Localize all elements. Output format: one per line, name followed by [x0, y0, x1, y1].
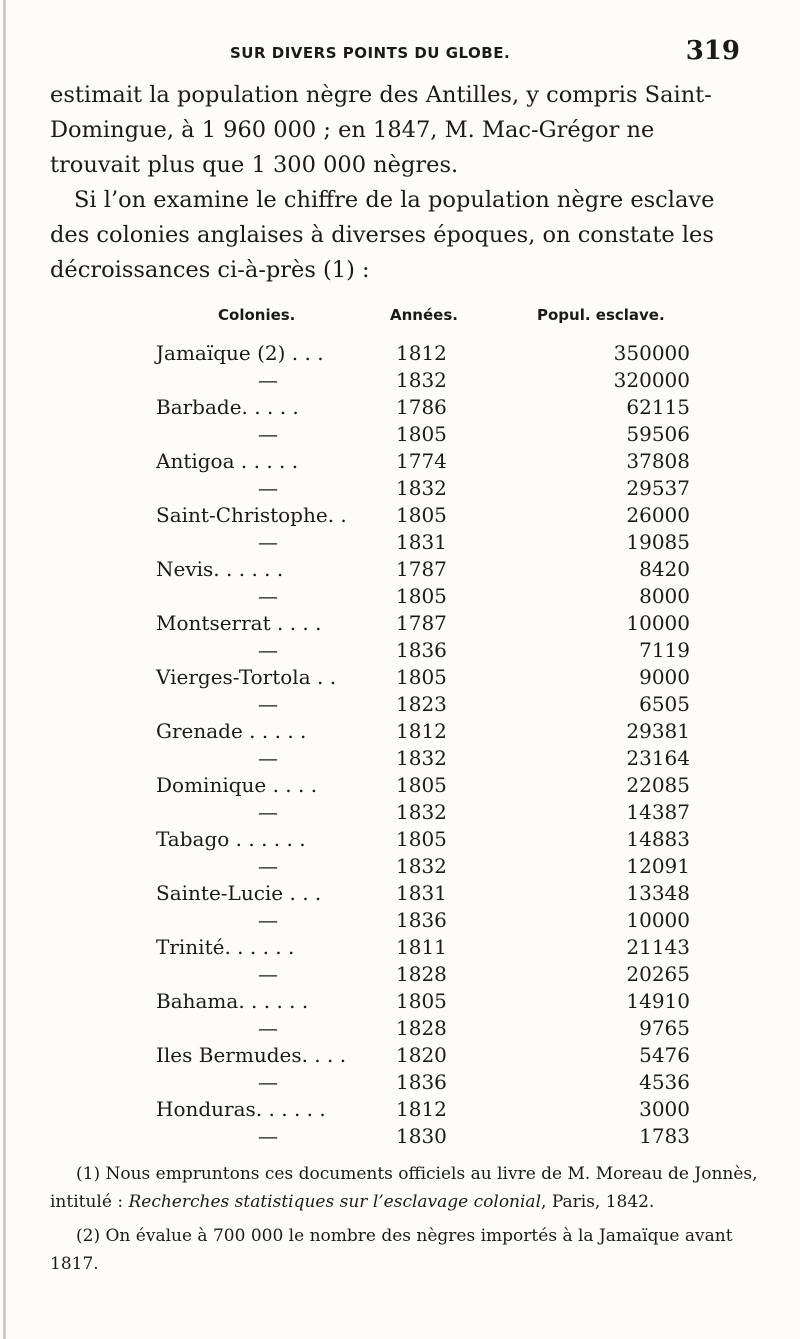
table-row [50, 1015, 750, 1042]
population-cell: 22085 [626, 773, 690, 797]
year-cell: 1836 [396, 638, 447, 662]
population-cell: 13348 [626, 881, 690, 905]
population-cell: 3000 [639, 1097, 690, 1121]
population-cell: 350000 [613, 341, 690, 365]
colony-name: Jamaïque (2) . . . [156, 341, 324, 365]
table-row [50, 934, 750, 961]
year-cell: 1832 [396, 746, 447, 770]
footnotes [50, 1160, 760, 1278]
table-row [50, 745, 750, 772]
ditto-dash: — [258, 692, 278, 716]
population-cell: 26000 [626, 503, 690, 527]
population-cell: 12091 [626, 854, 690, 878]
year-cell: 1805 [396, 773, 447, 797]
population-cell: 4536 [639, 1070, 690, 1094]
table-row [50, 610, 750, 637]
table-row [50, 1123, 750, 1150]
ditto-dash: — [258, 962, 278, 986]
ditto-dash: — [258, 638, 278, 662]
population-cell: 14910 [626, 989, 690, 1013]
population-cell: 29381 [626, 719, 690, 743]
population-cell: 23164 [626, 746, 690, 770]
colony-name: Grenade . . . . . [156, 719, 307, 743]
year-cell: 1787 [396, 557, 447, 581]
running-head-title: SUR DIVERS POINTS DU GLOBE. [230, 44, 511, 62]
population-cell: 62115 [626, 395, 690, 419]
footnote-1-title: Recherches statistiques sur l’esclavage colonial [128, 1192, 542, 1212]
population-cell: 8000 [639, 584, 690, 608]
population-cell: 37808 [626, 449, 690, 473]
population-cell: 29537 [626, 476, 690, 500]
population-cell: 59506 [626, 422, 690, 446]
table-row [50, 961, 750, 988]
table-row [50, 583, 750, 610]
table-row [50, 1096, 750, 1123]
ditto-dash: — [258, 584, 278, 608]
colony-name: Dominique . . . . [156, 773, 318, 797]
population-cell: 9000 [639, 665, 690, 689]
ditto-dash: — [258, 800, 278, 824]
ditto-dash: — [258, 1070, 278, 1094]
page-edge-shadow [3, 0, 6, 1339]
year-cell: 1805 [396, 584, 447, 608]
footnote-1-text: (1) Nous empruntons ces documents officiels au livre de M. Moreau de Jonnès, intitulé : [50, 1164, 758, 1212]
year-cell: 1828 [396, 962, 447, 986]
year-cell: 1823 [396, 692, 447, 716]
year-cell: 1805 [396, 665, 447, 689]
table-row [50, 637, 750, 664]
colony-name: Trinité. . . . . . [156, 935, 295, 959]
table-row [50, 718, 750, 745]
table-row [50, 907, 750, 934]
table-row [50, 1069, 750, 1096]
year-cell: 1832 [396, 476, 447, 500]
paragraph-2: Si l’on examine le chiffre de la population nègre esclave des colonies anglaises à diverses époques, on constate les décroissances ci-à-près (1) : [50, 187, 715, 283]
year-cell: 1828 [396, 1016, 447, 1040]
table-row [50, 421, 750, 448]
year-cell: 1805 [396, 422, 447, 446]
population-cell: 5476 [639, 1043, 690, 1067]
year-cell: 1805 [396, 503, 447, 527]
table-row [50, 853, 750, 880]
ditto-dash: — [258, 422, 278, 446]
population-cell: 19085 [626, 530, 690, 554]
colony-name: Antigoa . . . . . [156, 449, 299, 473]
colony-name: Bahama. . . . . . [156, 989, 309, 1013]
population-cell: 10000 [626, 908, 690, 932]
paragraph-1: estimait la population nègre des Antilles, y compris Saint-Domingue, à 1 960 000 ; en 1847, M. Mac-Grégor ne trouvait plus que 1 300 000 nègres. [50, 82, 712, 178]
colony-name: Tabago . . . . . . [156, 827, 306, 851]
year-cell: 1812 [396, 719, 447, 743]
population-cell: 1783 [639, 1124, 690, 1148]
year-cell: 1831 [396, 881, 447, 905]
header-population: Popul. esclave. [537, 306, 665, 324]
ditto-dash: — [258, 1016, 278, 1040]
colony-name: Vierges-Tortola . . [156, 665, 337, 689]
population-cell: 10000 [626, 611, 690, 635]
table-row [50, 448, 750, 475]
footnote-2: (2) On évalue à 700 000 le nombre des nègres importés à la Jamaïque avant 1817. [50, 1226, 733, 1274]
table-row [50, 691, 750, 718]
year-cell: 1786 [396, 395, 447, 419]
colony-name: Honduras. . . . . . [156, 1097, 326, 1121]
colony-name: Montserrat . . . . [156, 611, 322, 635]
table-row [50, 367, 750, 394]
colony-name: Nevis. . . . . . [156, 557, 284, 581]
population-cell: 7119 [639, 638, 690, 662]
running-head [50, 36, 760, 72]
ditto-dash: — [258, 746, 278, 770]
colony-name: Barbade. . . . . [156, 395, 299, 419]
year-cell: 1831 [396, 530, 447, 554]
table-row [50, 475, 750, 502]
year-cell: 1812 [396, 341, 447, 365]
population-cell: 14883 [626, 827, 690, 851]
table-row [50, 799, 750, 826]
table-row [50, 664, 750, 691]
year-cell: 1832 [396, 854, 447, 878]
table-row [50, 880, 750, 907]
ditto-dash: — [258, 530, 278, 554]
table-row [50, 340, 750, 367]
year-cell: 1805 [396, 827, 447, 851]
page-number: 319 [685, 36, 740, 66]
year-cell: 1805 [396, 989, 447, 1013]
ditto-dash: — [258, 476, 278, 500]
population-cell: 320000 [613, 368, 690, 392]
table-row [50, 502, 750, 529]
population-cell: 9765 [639, 1016, 690, 1040]
ditto-dash: — [258, 908, 278, 932]
table-row [50, 988, 750, 1015]
table-row [50, 826, 750, 853]
colony-name: Sainte-Lucie . . . [156, 881, 322, 905]
ditto-dash: — [258, 1124, 278, 1148]
year-cell: 1830 [396, 1124, 447, 1148]
ditto-dash: — [258, 368, 278, 392]
year-cell: 1832 [396, 800, 447, 824]
footnote-1 [50, 1160, 760, 1216]
header-annees: Années. [390, 306, 458, 324]
colony-name: Saint-Christophe. . [156, 503, 347, 527]
population-cell: 21143 [626, 935, 690, 959]
year-cell: 1832 [396, 368, 447, 392]
year-cell: 1820 [396, 1043, 447, 1067]
table-row [50, 529, 750, 556]
table-row [50, 1042, 750, 1069]
table-row [50, 394, 750, 421]
year-cell: 1812 [396, 1097, 447, 1121]
year-cell: 1836 [396, 1070, 447, 1094]
year-cell: 1811 [396, 935, 447, 959]
table-row [50, 556, 750, 583]
population-cell: 6505 [639, 692, 690, 716]
footnote-1-tail: , Paris, 1842. [541, 1192, 655, 1212]
ditto-dash: — [258, 854, 278, 878]
year-cell: 1774 [396, 449, 447, 473]
header-colonies: Colonies. [218, 306, 296, 324]
population-cell: 20265 [626, 962, 690, 986]
year-cell: 1836 [396, 908, 447, 932]
year-cell: 1787 [396, 611, 447, 635]
population-cell: 14387 [626, 800, 690, 824]
colony-name: Iles Bermudes. . . . [156, 1043, 347, 1067]
population-cell: 8420 [639, 557, 690, 581]
table-row [50, 772, 750, 799]
